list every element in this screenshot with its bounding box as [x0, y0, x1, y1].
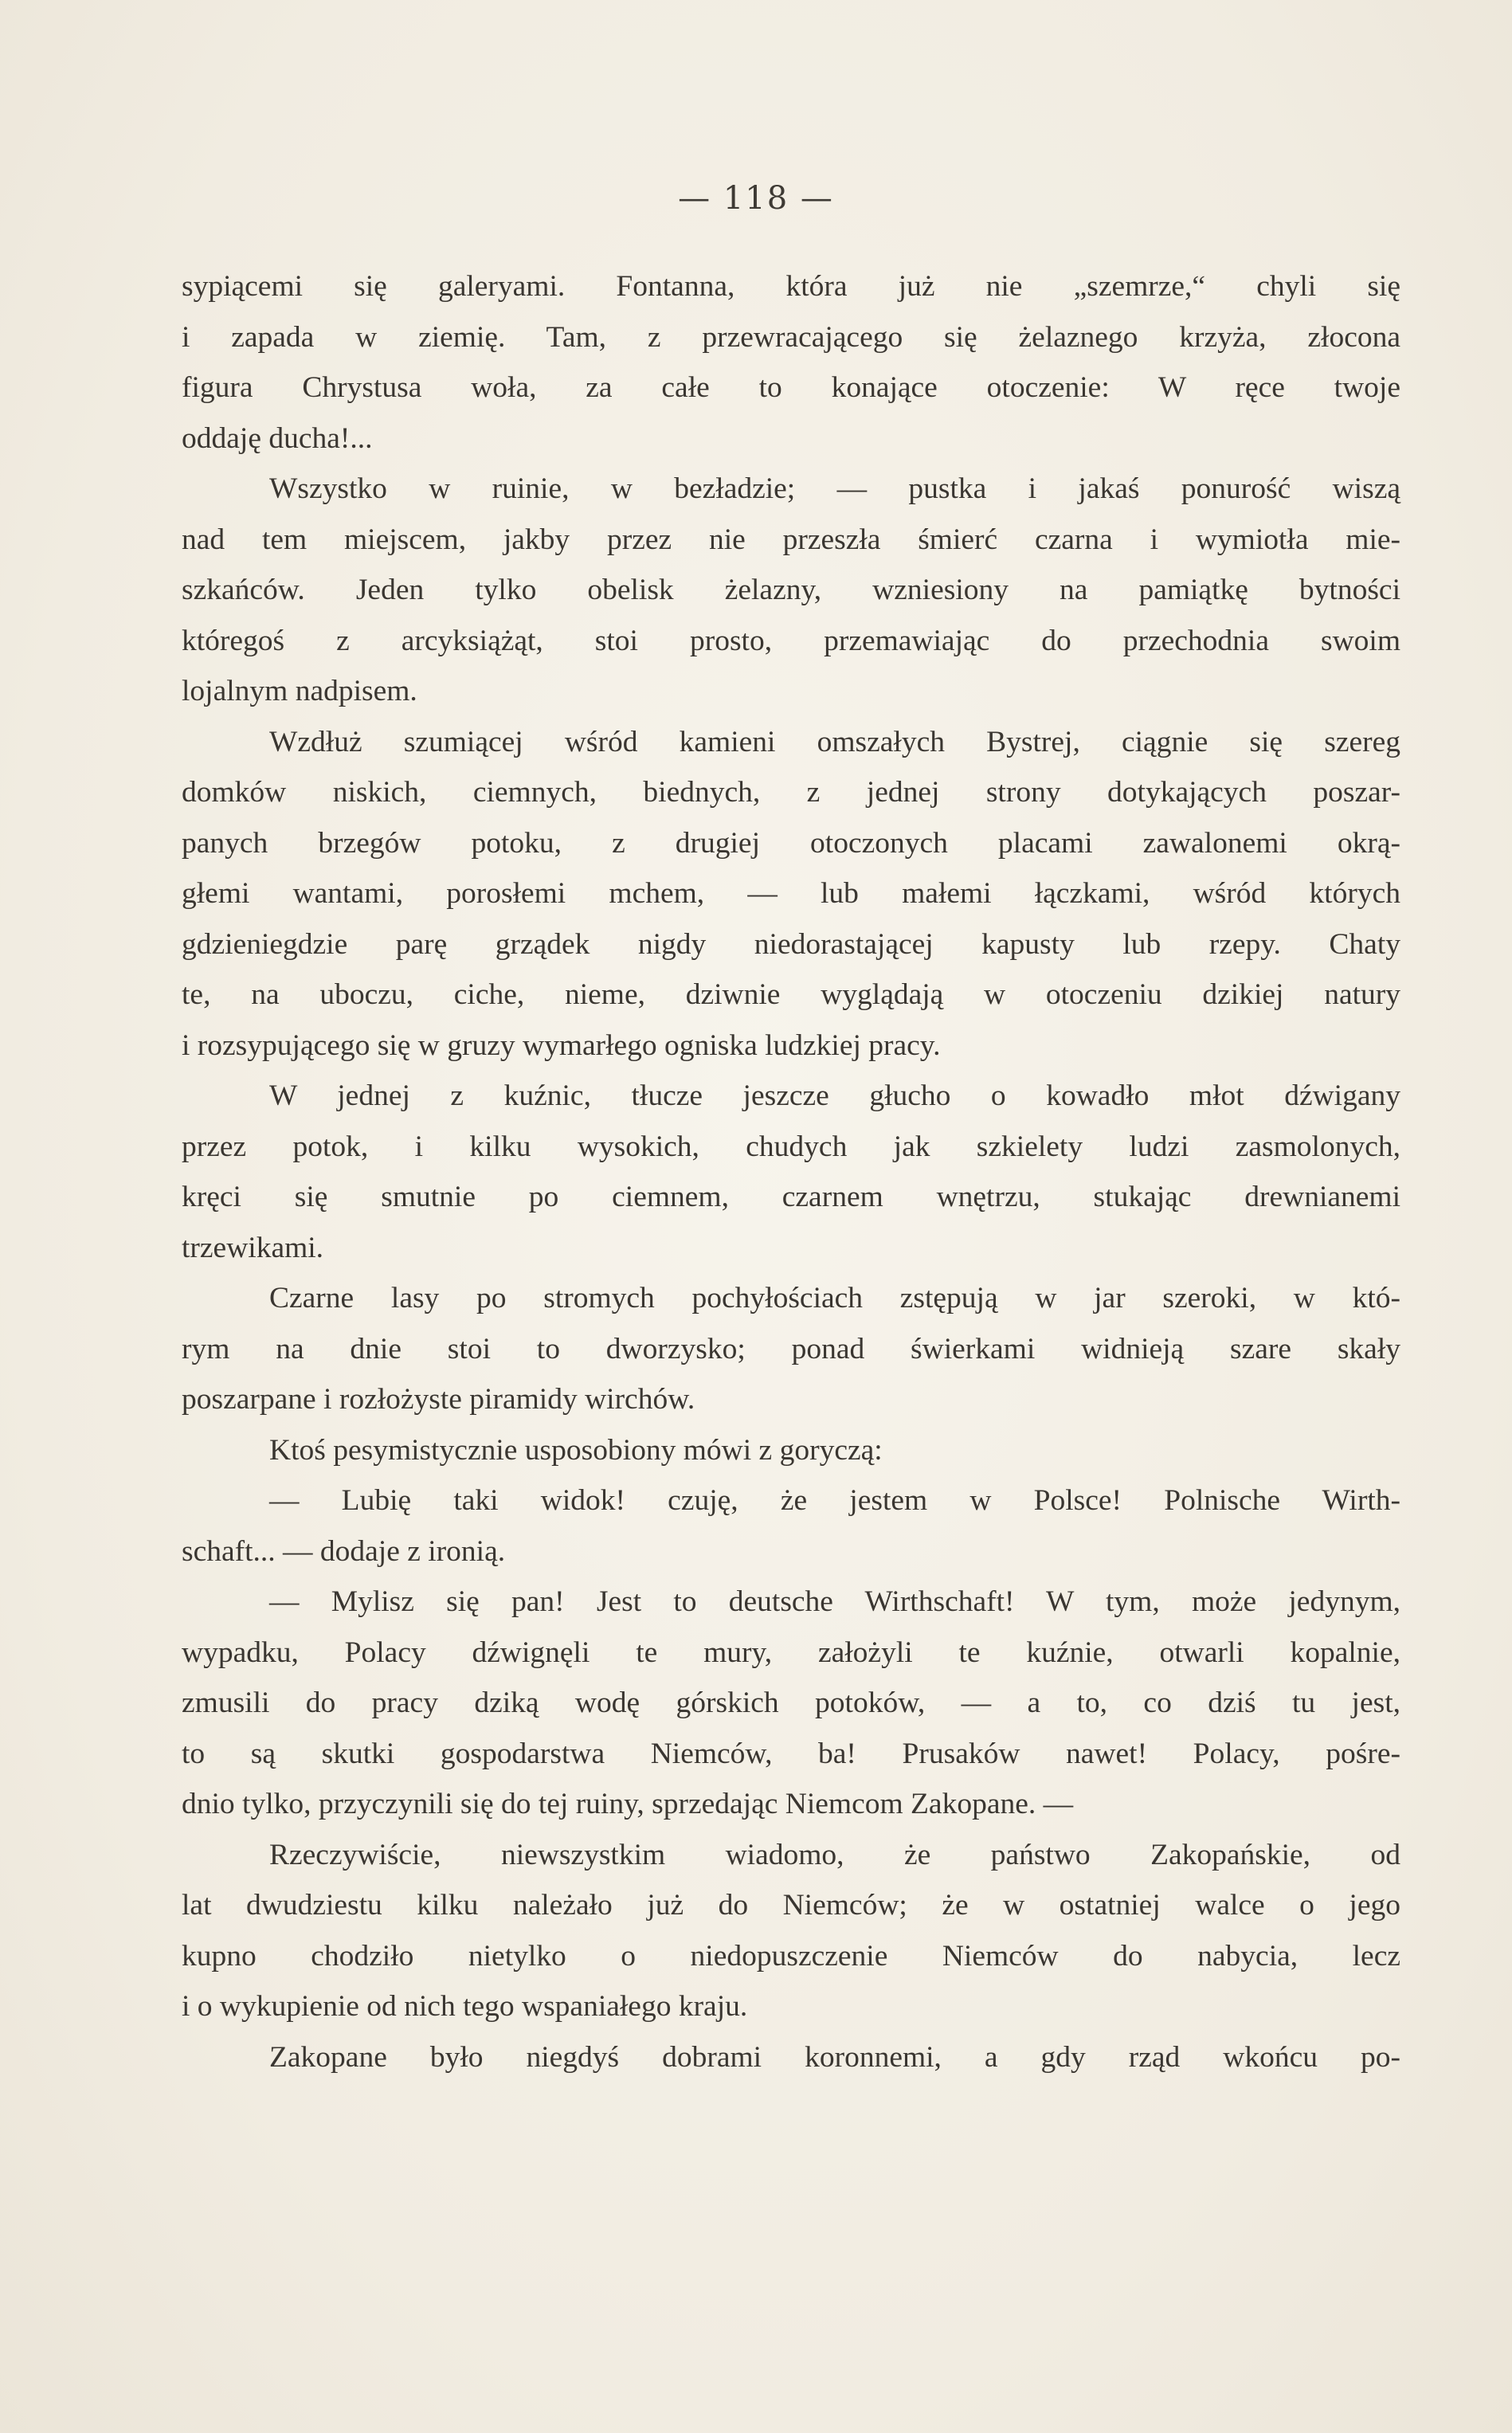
text-line: głemi wantami, porosłemi mchem, — lub małemi łączkami, wśród których — [182, 877, 1400, 910]
text-line: gdzieniegdzie parę grządek nigdy niedorastającej kapusty lub rzepy. Chaty — [182, 927, 1400, 961]
text-line: rym na dnie stoi to dworzysko; ponad świerkami widnieją szare skały — [182, 1332, 1400, 1365]
text-line: oddaję ducha!... — [182, 421, 373, 455]
text-line: i zapada w ziemię. Tam, z przewracającego się żelaznego krzyża, złocona — [182, 320, 1400, 354]
text-line: zmusili do pracy dziką wodę górskich potoków, — a to, co dziś tu jest, — [182, 1687, 1400, 1719]
text-line: kręci się smutnie po ciemnem, czarnem wnętrzu, stukając drewnianemi — [182, 1181, 1400, 1213]
text-line: wypadku, Polacy dźwignęli te mury, założyli te kuźnie, otwarli kopalnie, — [182, 1636, 1400, 1669]
text-line: przez potok, i kilku wysokich, chudych jak szkielety ludzi zasmolonych, — [182, 1130, 1400, 1163]
text-line: poszarpane i rozłożyste piramidy wirchów. — [182, 1383, 695, 1416]
text-line: lat dwudziestu kilku należało już do Niemców; że w ostatniej walce o jego — [182, 1889, 1400, 1922]
text-line: Ktoś pesymistycznie usposobiony mówi z goryczą: — [269, 1433, 883, 1467]
text-line: W jednej z kuźnic, tłucze jeszcze głucho o kowadło młot dźwigany — [269, 1079, 1400, 1112]
text-line: Rzeczywiście, niewszystkim wiadomo, że państwo Zakopańskie, od — [269, 1838, 1400, 1871]
text-line: — Lubię taki widok! czuję, że jestem w Polsce! Polnische Wirth- — [269, 1484, 1400, 1517]
text-line: schaft... — dodaje z ironią. — [182, 1534, 506, 1568]
text-line: lojalnym nadpisem. — [182, 675, 417, 707]
text-line: Wzdłuż szumiącej wśród kamieni omszałych Bystrej, ciągnie się szereg — [269, 725, 1400, 758]
text-line: — Mylisz się pan! Jest to deutsche Wirthschaft! W tym, może jedynym, — [269, 1585, 1400, 1618]
text-line: dnio tylko, przyczynili się do tej ruiny, sprzedając Niemcom Zakopane. — — [182, 1788, 1074, 1820]
text-line: to są skutki gospodarstwa Niemców, ba! Prusaków nawet! Polacy, pośre- — [182, 1737, 1400, 1770]
text-line: figura Chrystusa woła, za całe to konające otoczenie: W ręce twoje — [182, 371, 1400, 404]
text-line: któregoś z arcyksiążąt, stoi prosto, przemawiając do przechodnia swoim — [182, 624, 1400, 657]
text-line: trzewikami. — [182, 1231, 324, 1264]
text-line: szkańców. Jeden tylko obelisk żelazny, wzniesiony na pamiątkę bytności — [182, 574, 1400, 606]
body-text — [182, 261, 1400, 2082]
text-line: sypiącemi się galeryami. Fontanna, która już nie „szemrze,“ chyli się — [182, 270, 1400, 303]
text-line: i o wykupienie od nich tego wspaniałego kraju. — [182, 1990, 748, 2023]
text-line: kupno chodziło nietylko o niedopuszczenie Niemców do nabycia, lecz — [182, 1939, 1400, 1973]
page-number: — 118 — — [678, 180, 834, 217]
text-line: nad tem miejscem, jakby przez nie przeszła śmierć czarna i wymiotła mie- — [182, 523, 1400, 556]
text-line: Czarne lasy po stromych pochyłościach zstępują w jar szeroki, w któ- — [269, 1282, 1400, 1314]
text-line: te, na uboczu, ciche, nieme, dziwnie wyglądają w otoczeniu dzikiej natury — [182, 978, 1400, 1011]
text-line: Zakopane było niegdyś dobrami koronnemi, a gdy rząd wkońcu po- — [269, 2040, 1400, 2074]
text-line: Wszystko w ruinie, w bezładzie; — pustka i jakaś ponurość wiszą — [269, 472, 1400, 505]
text-line: panych brzegów potoku, z drugiej otoczonych placami zawalonemi okrą- — [182, 826, 1400, 860]
text-line: domków niskich, ciemnych, biednych, z jednej strony dotykających poszar- — [182, 776, 1400, 809]
text-line: i rozsypującego się w gruzy wymarłego ogniska ludzkiej pracy. — [182, 1028, 941, 1062]
